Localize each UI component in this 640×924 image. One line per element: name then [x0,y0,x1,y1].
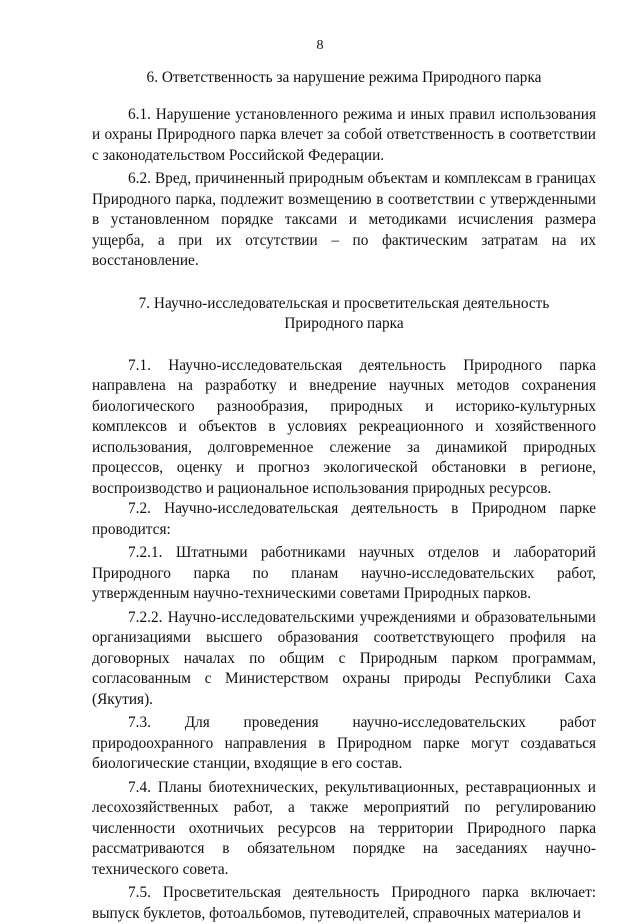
section-7-title-line-2: Природного парка [284,315,404,332]
paragraph-7-4: 7.4. Планы биотехнических, рекультивационных, реставрационных и лесохозяйственных работ, а также мероприятий по регулированию численности охотничьих ресурсов на территории Природного парка рассматриваются в обязательном порядке на заседаниях научно-технического совета. [92,778,596,878]
section-6-title: 6. Ответственность за нарушение режима Природного парка [146,69,542,86]
section-7-title-line-1: 7. Научно-исследовательская и просветительская деятельность [138,294,550,312]
paragraph-7-5: 7.5. Просветительская деятельность Природного парка включает: выпуск буклетов, фотоальбомов, путеводителей, справочных материалов и [92,884,596,922]
paragraph-7-1: 7.1. Научно-исследовательская деятельность Природного парка направлена на разработку и внедрение научных методов сохранения биологического разнообразия, природных и историко-культурных комплексов и объектов в условиях рекреационного и хозяйственного использования, долговременное слежение за динамикой природных процессов, оценку и прогноз экологической обстановки в регионе, воспроизводство и рациональное использования природных ресурсов. [92,356,596,497]
section-6-heading [92,68,596,89]
section-7-heading [92,294,596,335]
paragraph-6-1: 6.1. Нарушение установленного режима и иных правил использования и охраны Природного парка влечет за собой ответственность в соответствии с законодательством Российской Федерации. [92,105,596,164]
document-body [92,68,596,924]
paragraph-7-2-1: 7.2.1. Штатными работниками научных отделов и лабораторий Природного парка по планам научно-исследовательских работ, утвержденным научно-техническими советами Природных парков. [92,544,596,602]
paragraph-7-3: 7.3. Для проведения научно-исследовательских работ природоохранного направления в Природном парке могут создаваться биологические станции, входящие в его состав. [92,714,596,772]
page-number: 8 [316,38,324,53]
paragraph-7-2: 7.2. Научно-исследовательская деятельность в Природном парке проводится: [92,500,596,538]
paragraph-6-2: 6.2. Вред, причиненный природным объектам и комплексам в границах Природного парка, подлежит возмещению в соответствии с утвержденными в установленном порядке таксами и методиками исчисления размера ущерба, а при их отсутствии – по фактическим затратам на их восстановление. [92,170,596,269]
paragraph-7-2-2: 7.2.2. Научно-исследовательскими учреждениями и образовательными организациями высшего образования соответствующего профиля на договорных началах по общим с Природным парком программам, согласованным с Министерством охраны природы Республики Саха (Якутия). [92,608,596,708]
